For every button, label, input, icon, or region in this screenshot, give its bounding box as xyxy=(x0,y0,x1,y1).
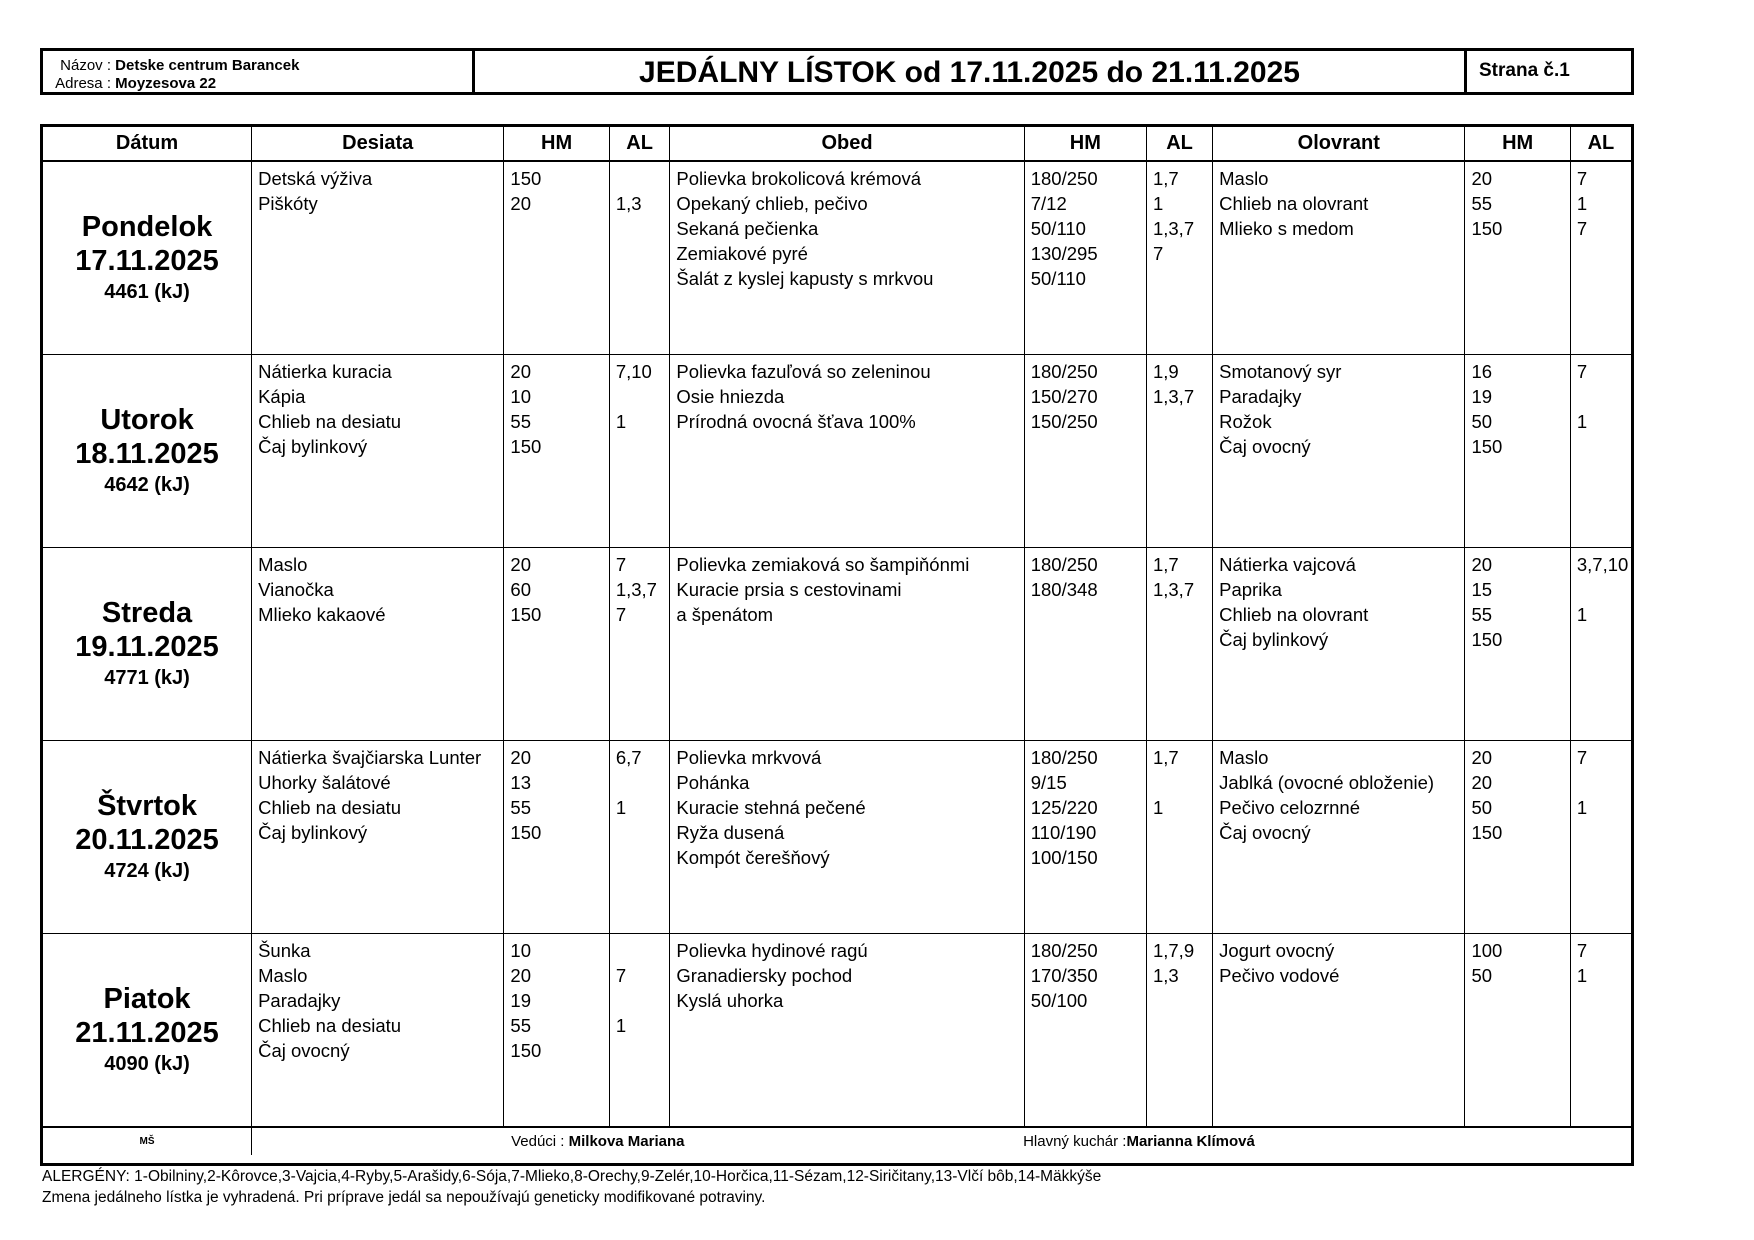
al-value: 1,7,9 xyxy=(1152,940,1195,961)
al-value: 1,3,7 xyxy=(1152,218,1195,239)
hm-value: 9/15 xyxy=(1030,772,1067,793)
col-header: HM xyxy=(1465,127,1570,161)
hm-value: 20 xyxy=(1471,747,1493,768)
hm-value: 50 xyxy=(1471,797,1493,818)
obed-items-cell xyxy=(670,741,1024,934)
obed-al-cell xyxy=(1146,741,1212,934)
day-cell xyxy=(43,548,252,741)
al-value xyxy=(610,938,670,963)
meal-item: Maslo xyxy=(1219,168,1269,189)
al-value: 1 xyxy=(1576,193,1588,214)
facility-info xyxy=(43,51,475,92)
hm-value: 19 xyxy=(510,990,531,1011)
hm-value: 180/348 xyxy=(1030,579,1098,600)
col-header: Obed xyxy=(670,127,1024,161)
hm-value: 10 xyxy=(510,940,531,961)
al-value xyxy=(610,166,670,191)
desiata-items-cell xyxy=(252,355,504,548)
disclaimer: Zmena jedálneho lístka je vyhradená. Pri príprave jedál sa nepoužívajú geneticky modifikované potraviny. xyxy=(42,1189,766,1206)
col-header: Dátum xyxy=(43,127,252,161)
al-value: 1 xyxy=(1576,604,1588,625)
hm-value: 20 xyxy=(510,965,531,986)
hm-value: 150 xyxy=(510,1040,542,1061)
chef-name: Marianna Klímová xyxy=(1126,1133,1255,1150)
olovrant-items-cell xyxy=(1213,161,1465,355)
hm-value: 20 xyxy=(510,361,531,382)
meal-item: Polievka mrkvová xyxy=(676,747,822,768)
meal-item: Chlieb na olovrant xyxy=(1219,604,1369,625)
hm-value: 55 xyxy=(510,797,531,818)
hm-value: 50/110 xyxy=(1030,268,1086,289)
meal-item: Maslo xyxy=(258,965,308,986)
col-header: Olovrant xyxy=(1213,127,1465,161)
meal-item: Šunka xyxy=(258,940,311,961)
desiata-al-cell xyxy=(609,741,670,934)
olovrant-al-cell xyxy=(1570,934,1631,1128)
day-name: Piatok xyxy=(103,983,191,1015)
allergens-legend: ALERGÉNY: 1-Obilniny,2-Kôrovce,3-Vajcia,4-Ryby,5-Arašidy,6-Sója,7-Mlieko,8-Orechy,9-Zelér,10-Horčica,11-Sézam,12-Siričitany,13-Vlčí bôb,14-Mäkkýše xyxy=(42,1168,1102,1185)
meal-item: Kyslá uhorka xyxy=(676,990,784,1011)
hm-value: 130/295 xyxy=(1030,243,1098,264)
hm-value: 50 xyxy=(1471,965,1493,986)
hm-value: 10 xyxy=(510,386,531,407)
al-value: 1 xyxy=(1576,797,1588,818)
facility-name: Detske centrum Barancek xyxy=(115,57,300,74)
meal-item: Kuracie stehná pečené xyxy=(676,797,866,818)
hm-value: 150 xyxy=(510,168,542,189)
obed-al-cell xyxy=(1146,355,1212,548)
al-value xyxy=(1571,434,1631,459)
day-name: Pondelok xyxy=(81,211,213,243)
al-value: 7 xyxy=(1576,218,1588,239)
hm-value: 55 xyxy=(1471,604,1493,625)
hm-value: 100 xyxy=(1471,940,1503,961)
day-cell xyxy=(43,161,252,355)
meal-item: Chlieb na olovrant xyxy=(1219,193,1369,214)
hm-value: 125/220 xyxy=(1030,797,1098,818)
hm-value: 150 xyxy=(1471,629,1503,650)
col-header: AL xyxy=(1570,127,1631,161)
day-date: 21.11.2025 xyxy=(75,1017,219,1049)
al-value xyxy=(1147,770,1212,795)
hm-value: 20 xyxy=(1471,554,1493,575)
al-value: 1,9 xyxy=(1152,361,1179,382)
chef xyxy=(1023,1133,1255,1150)
col-header: Desiata xyxy=(252,127,504,161)
meal-item: Šalát z kyslej kapusty s mrkvou xyxy=(676,268,934,289)
hm-value: 7/12 xyxy=(1030,193,1067,214)
al-value xyxy=(1571,577,1631,602)
olovrant-al-cell xyxy=(1570,741,1631,934)
meal-item: Paprika xyxy=(1219,579,1282,600)
meal-item: Čaj bylinkový xyxy=(258,436,368,457)
al-value xyxy=(1147,820,1212,845)
day-date: 18.11.2025 xyxy=(75,438,219,470)
al-value xyxy=(1147,409,1212,434)
address-label: Adresa : xyxy=(55,75,111,92)
al-value: 1,7 xyxy=(1152,554,1179,575)
meal-item: Pečivo vodové xyxy=(1219,965,1340,986)
desiata-hm-cell xyxy=(504,934,609,1128)
hm-value: 150 xyxy=(510,822,542,843)
obed-al-cell xyxy=(1146,548,1212,741)
day-energy: 4461 (kJ) xyxy=(104,281,190,303)
al-value: 1 xyxy=(615,797,627,818)
meal-item: Čaj ovocný xyxy=(258,1040,350,1061)
al-value: 1 xyxy=(1152,797,1164,818)
hm-value: 55 xyxy=(510,411,531,432)
meal-item: Mlieko s medom xyxy=(1219,218,1354,239)
desiata-al-cell xyxy=(609,355,670,548)
day-row xyxy=(43,934,1631,1128)
olovrant-hm-cell xyxy=(1465,161,1570,355)
hm-value: 150/250 xyxy=(1030,411,1098,432)
menu-header xyxy=(40,48,1634,95)
al-value: 3,7,10 xyxy=(1576,554,1629,575)
desiata-al-cell xyxy=(609,548,670,741)
meal-item: Čaj ovocný xyxy=(1219,436,1311,457)
al-value xyxy=(1147,988,1212,1013)
meal-item: Ryža dusená xyxy=(676,822,785,843)
meal-item: Chlieb na desiatu xyxy=(258,797,402,818)
notes xyxy=(42,1166,1101,1208)
desiata-al-cell xyxy=(609,934,670,1128)
hm-value xyxy=(1025,602,1146,627)
meal-item: Polievka brokolicová krémová xyxy=(676,168,922,189)
hm-value: 60 xyxy=(510,579,531,600)
meal-item: Kompót čerešňový xyxy=(676,847,830,868)
day-energy: 4771 (kJ) xyxy=(104,667,190,689)
manager xyxy=(511,1133,684,1150)
meal-item: Kuracie prsia s cestovinami xyxy=(676,579,902,600)
day-energy: 4642 (kJ) xyxy=(104,474,190,496)
hm-value: 55 xyxy=(1471,193,1493,214)
manager-label: Vedúci : xyxy=(511,1133,565,1150)
desiata-hm-cell xyxy=(504,355,609,548)
al-value xyxy=(610,770,670,795)
hm-value: 180/250 xyxy=(1030,747,1098,768)
al-value: 1,7 xyxy=(1152,168,1179,189)
obed-al-cell xyxy=(1146,161,1212,355)
desiata-hm-cell xyxy=(504,161,609,355)
desiata-items-cell xyxy=(252,161,504,355)
al-value xyxy=(1147,602,1212,627)
meal-item: Polievka fazuľová so zeleninou xyxy=(676,361,931,382)
olovrant-items-cell xyxy=(1213,741,1465,934)
col-header: AL xyxy=(1146,127,1212,161)
obed-items-cell xyxy=(670,548,1024,741)
ms-mark: MŠ xyxy=(43,1127,252,1155)
meal-item: Piškóty xyxy=(258,193,318,214)
obed-hm-cell xyxy=(1024,355,1146,548)
al-value: 7 xyxy=(615,604,627,625)
al-value: 7 xyxy=(1152,243,1164,264)
day-cell xyxy=(43,355,252,548)
meal-item: Granadiersky pochod xyxy=(676,965,853,986)
meal-item: Prírodná ovocná šťava 100% xyxy=(676,411,916,432)
al-value xyxy=(1571,384,1631,409)
al-value: 1 xyxy=(1576,965,1588,986)
hm-value: 180/250 xyxy=(1030,168,1098,189)
olovrant-items-cell xyxy=(1213,934,1465,1128)
hm-value: 20 xyxy=(510,747,531,768)
hm-value: 150 xyxy=(510,436,542,457)
al-value: 1,3,7 xyxy=(615,579,657,600)
obed-al-cell xyxy=(1146,934,1212,1128)
day-name: Utorok xyxy=(100,404,194,436)
hm-value: 20 xyxy=(510,554,531,575)
desiata-hm-cell xyxy=(504,548,609,741)
hm-value: 15 xyxy=(1471,579,1493,600)
olovrant-al-cell xyxy=(1570,161,1631,355)
al-value xyxy=(1571,770,1631,795)
hm-value: 13 xyxy=(510,772,531,793)
col-header: HM xyxy=(1024,127,1146,161)
col-header: HM xyxy=(504,127,609,161)
day-date: 20.11.2025 xyxy=(75,824,219,856)
olovrant-items-cell xyxy=(1213,355,1465,548)
hm-value: 150/270 xyxy=(1030,386,1098,407)
name-label: Názov : xyxy=(60,57,111,74)
desiata-hm-cell xyxy=(504,741,609,934)
olovrant-al-cell xyxy=(1570,355,1631,548)
column-headers xyxy=(43,127,1631,161)
meal-item: Polievka zemiaková so šampiňónmi xyxy=(676,554,970,575)
al-value: 1 xyxy=(1576,411,1588,432)
obed-hm-cell xyxy=(1024,741,1146,934)
meal-item: Čaj ovocný xyxy=(1219,822,1311,843)
meal-item: Chlieb na desiatu xyxy=(258,1015,402,1036)
meal-item: Čaj bylinkový xyxy=(258,822,368,843)
al-value: 7 xyxy=(1576,940,1588,961)
meal-item: Kápia xyxy=(258,386,306,407)
al-value: 1 xyxy=(1152,193,1164,214)
olovrant-hm-cell xyxy=(1465,355,1570,548)
obed-items-cell xyxy=(670,934,1024,1128)
hm-value: 50/110 xyxy=(1030,218,1086,239)
meal-item: a špenátom xyxy=(676,604,774,625)
meal-item: Chlieb na desiatu xyxy=(258,411,402,432)
meal-item: Maslo xyxy=(258,554,308,575)
signatures xyxy=(252,1127,1631,1155)
meal-item: Detská výživa xyxy=(258,168,373,189)
al-value xyxy=(610,820,670,845)
day-date: 17.11.2025 xyxy=(75,245,219,277)
meal-item: Zemiakové pyré xyxy=(676,243,808,264)
al-value xyxy=(1147,845,1212,870)
al-value: 7 xyxy=(1576,168,1588,189)
al-value xyxy=(1147,266,1212,291)
al-value: 1,3 xyxy=(1152,965,1179,986)
hm-value: 180/250 xyxy=(1030,940,1098,961)
hm-value: 19 xyxy=(1471,386,1493,407)
signature-row xyxy=(43,1127,1631,1155)
obed-hm-cell xyxy=(1024,934,1146,1128)
olovrant-al-cell xyxy=(1570,548,1631,741)
al-value: 1 xyxy=(615,411,627,432)
desiata-al-cell xyxy=(609,161,670,355)
day-row xyxy=(43,548,1631,741)
hm-value: 180/250 xyxy=(1030,554,1098,575)
desiata-items-cell xyxy=(252,741,504,934)
meal-item: Opekaný chlieb, pečivo xyxy=(676,193,868,214)
al-value: 1,3,7 xyxy=(1152,386,1195,407)
page-number: Strana č.1 xyxy=(1479,60,1570,81)
hm-value: 150 xyxy=(1471,822,1503,843)
al-value: 6,7 xyxy=(615,747,642,768)
day-energy: 4724 (kJ) xyxy=(104,860,190,882)
meal-item: Vianočka xyxy=(258,579,334,600)
al-value xyxy=(610,1038,670,1063)
al-value xyxy=(1571,820,1631,845)
obed-items-cell xyxy=(670,355,1024,548)
day-date: 19.11.2025 xyxy=(75,631,219,663)
meal-item: Rožok xyxy=(1219,411,1272,432)
day-row xyxy=(43,161,1631,355)
meal-item: Uhorky šalátové xyxy=(258,772,391,793)
manager-name: Milkova Mariana xyxy=(568,1133,685,1150)
obed-hm-cell xyxy=(1024,548,1146,741)
hm-value: 16 xyxy=(1471,361,1493,382)
al-value: 7 xyxy=(1576,361,1588,382)
olovrant-hm-cell xyxy=(1465,934,1570,1128)
day-energy: 4090 (kJ) xyxy=(104,1053,190,1075)
olovrant-hm-cell xyxy=(1465,548,1570,741)
hm-value: 50/100 xyxy=(1030,990,1088,1011)
meal-item: Paradajky xyxy=(1219,386,1302,407)
day-row xyxy=(43,355,1631,548)
day-cell xyxy=(43,934,252,1128)
al-value: 7 xyxy=(615,554,627,575)
meal-item: Čaj bylinkový xyxy=(1219,629,1329,650)
chef-label: Hlavný kuchár : xyxy=(1023,1133,1127,1150)
hm-value: 170/350 xyxy=(1030,965,1098,986)
hm-value: 20 xyxy=(1471,168,1493,189)
obed-items-cell xyxy=(670,161,1024,355)
al-value: 1 xyxy=(615,1015,627,1036)
olovrant-items-cell xyxy=(1213,548,1465,741)
al-value: 1,7 xyxy=(1152,747,1179,768)
facility-address: Moyzesova 22 xyxy=(115,75,217,92)
meal-item: Smotanový syr xyxy=(1219,361,1342,382)
al-value: 7 xyxy=(1576,747,1588,768)
hm-value: 150 xyxy=(1471,436,1503,457)
meal-item: Jogurt ovocný xyxy=(1219,940,1335,961)
day-cell xyxy=(43,741,252,934)
meal-item: Maslo xyxy=(1219,747,1269,768)
meal-item: Nátierka kuracia xyxy=(258,361,392,382)
al-value xyxy=(1571,627,1631,652)
al-value: 7,10 xyxy=(615,361,652,382)
al-value xyxy=(610,988,670,1013)
al-value: 1,3,7 xyxy=(1152,579,1195,600)
day-name: Štvrtok xyxy=(97,790,197,822)
meal-item: Pečivo celozrnné xyxy=(1219,797,1361,818)
day-row xyxy=(43,741,1631,934)
al-value xyxy=(610,384,670,409)
hm-value: 50 xyxy=(1471,411,1493,432)
hm-value: 55 xyxy=(510,1015,531,1036)
meal-item: Nátierka vajcová xyxy=(1219,554,1356,575)
al-value xyxy=(610,434,670,459)
meal-item: Paradajky xyxy=(258,990,341,1011)
meal-item: Polievka hydinové ragú xyxy=(676,940,868,961)
hm-value: 150 xyxy=(1471,218,1503,239)
desiata-items-cell xyxy=(252,934,504,1128)
hm-value: 20 xyxy=(510,193,531,214)
desiata-items-cell xyxy=(252,548,504,741)
menu-table xyxy=(40,124,1634,1166)
al-value: 1,3 xyxy=(615,193,642,214)
day-name: Streda xyxy=(101,597,193,629)
col-header: AL xyxy=(609,127,670,161)
meal-item: Pohánka xyxy=(676,772,750,793)
meal-item: Sekaná pečienka xyxy=(676,218,819,239)
hm-value: 20 xyxy=(1471,772,1493,793)
page-title: JEDÁLNY LÍSTOK od 17.11.2025 do 21.11.2025 xyxy=(475,51,1467,92)
hm-value: 150 xyxy=(510,604,542,625)
olovrant-hm-cell xyxy=(1465,741,1570,934)
hm-value: 100/150 xyxy=(1030,847,1098,868)
hm-value: 110/190 xyxy=(1030,822,1097,843)
hm-value: 180/250 xyxy=(1030,361,1098,382)
meal-item: Jablká (ovocné obloženie) xyxy=(1219,772,1435,793)
meal-item: Nátierka švajčiarska Lunter xyxy=(258,747,482,768)
obed-hm-cell xyxy=(1024,161,1146,355)
al-value: 7 xyxy=(615,965,627,986)
meal-item: Mlieko kakaové xyxy=(258,604,386,625)
meal-item: Osie hniezda xyxy=(676,386,785,407)
